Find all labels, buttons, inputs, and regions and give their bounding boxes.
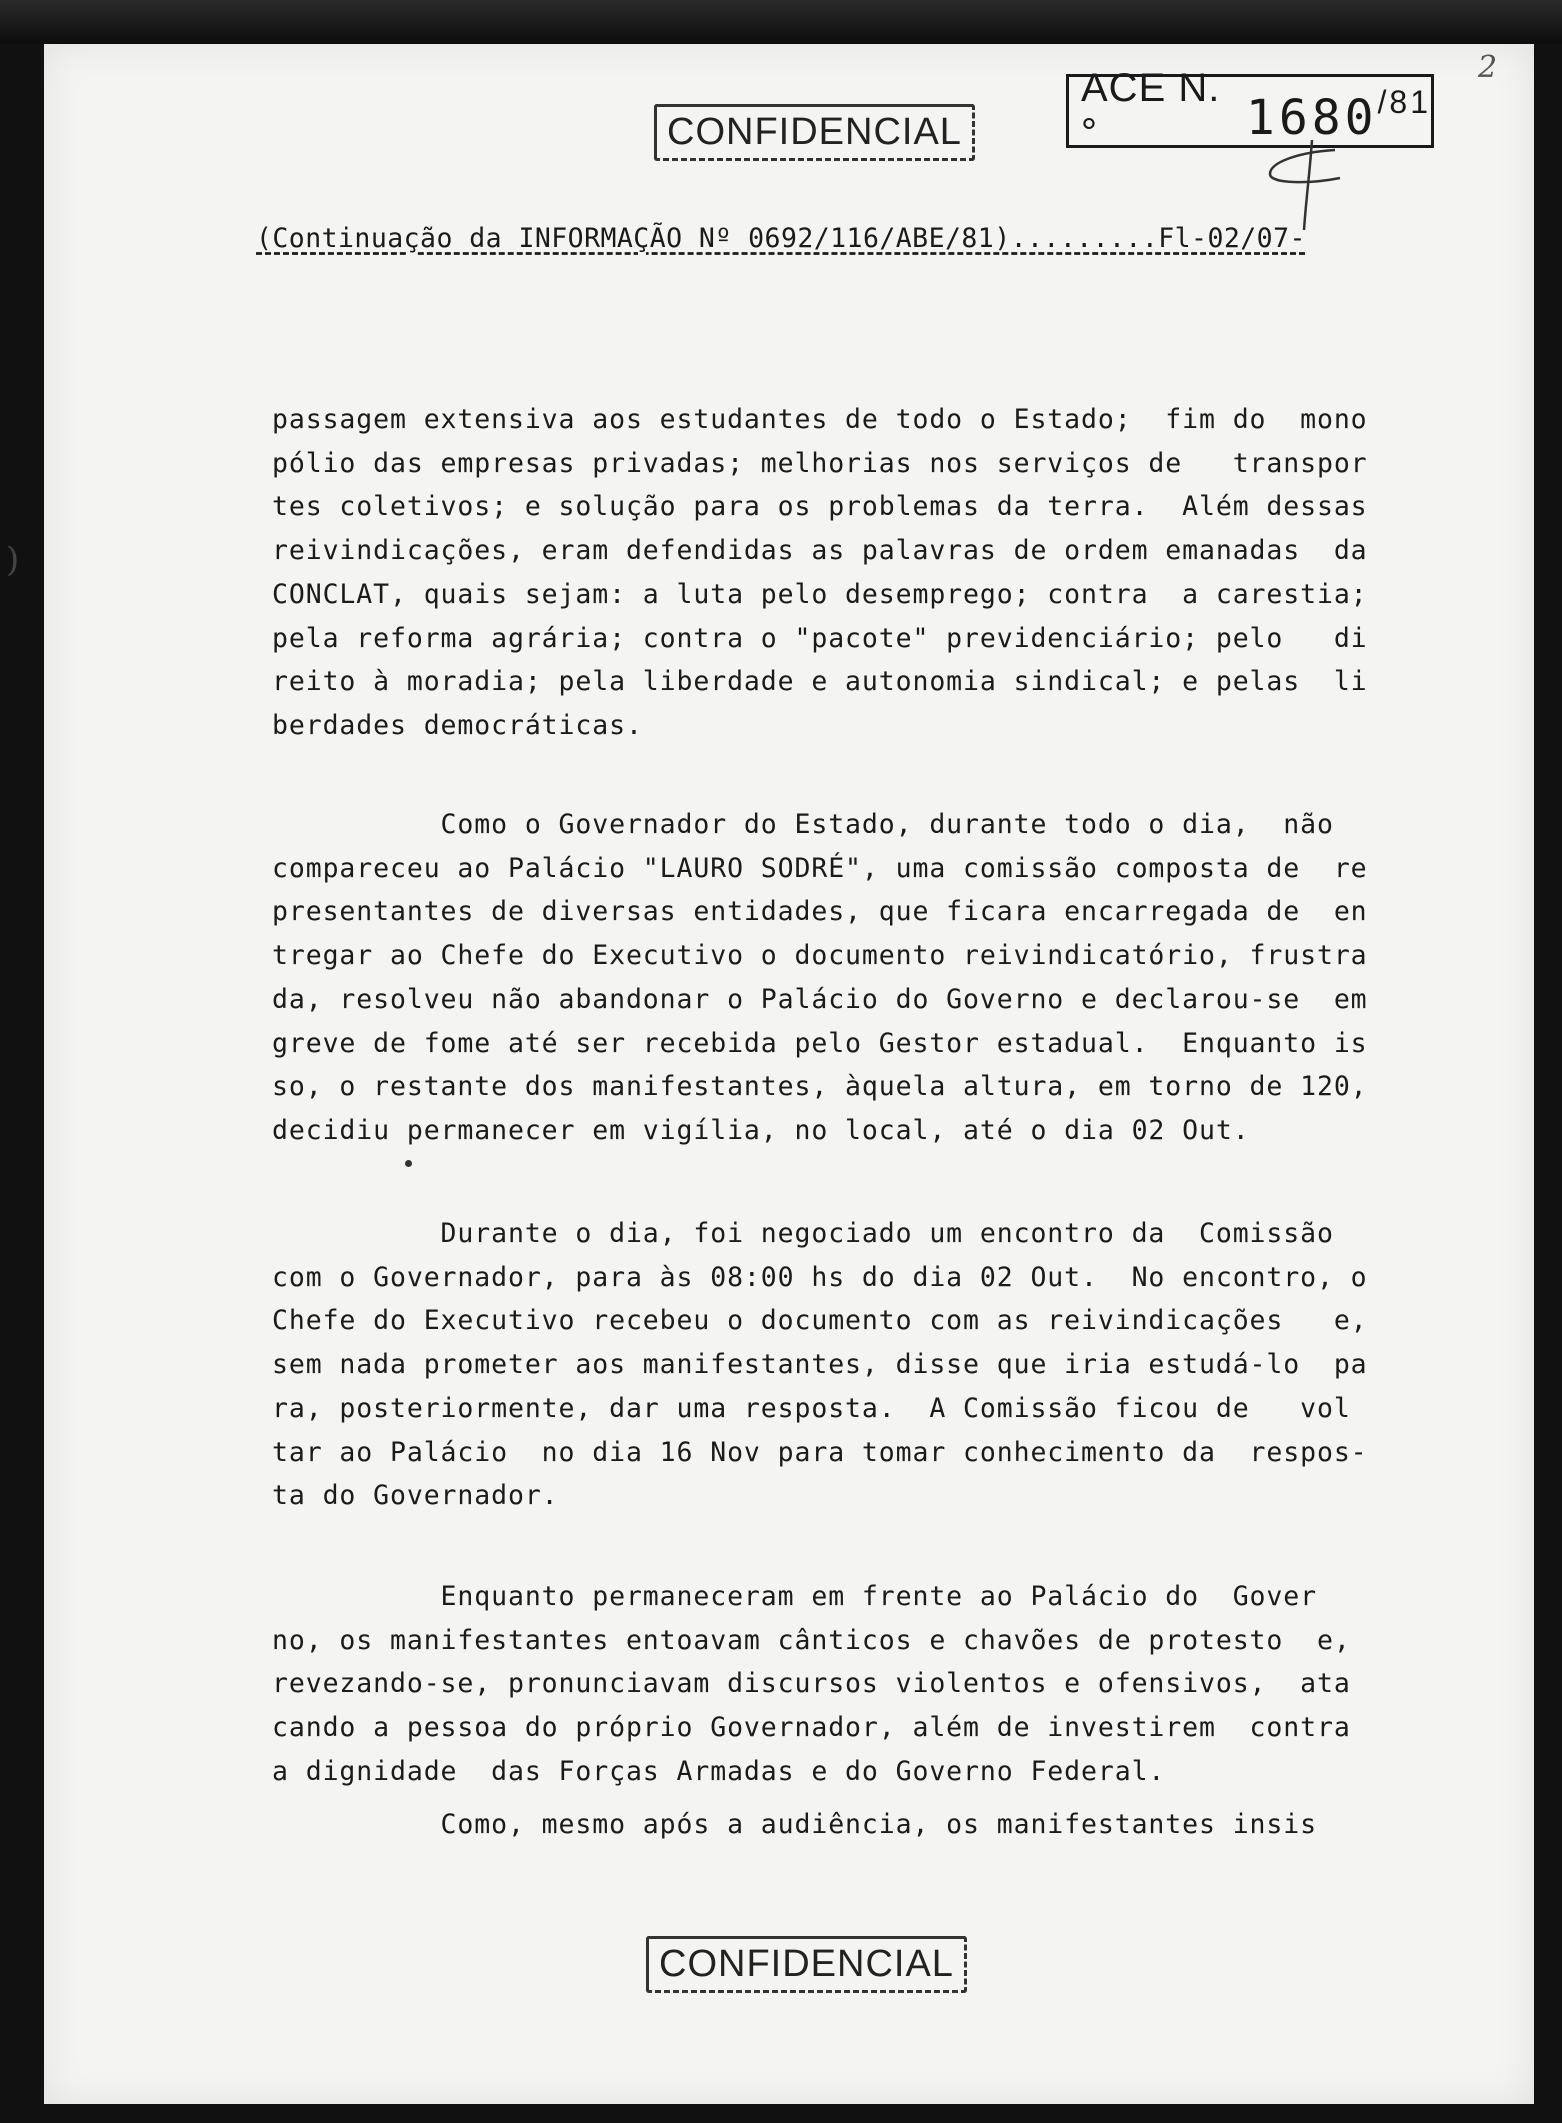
confidential-stamp-top: CONFIDENCIAL (654, 104, 975, 161)
margin-bracket-mark: ) (6, 540, 20, 580)
text-line: cando a pessoa do próprio Governador, além de investirem contra (272, 1712, 1351, 1744)
text-line: tar ao Palácio no dia 16 Nov para tomar conhecimento da respos- (272, 1436, 1368, 1468)
paragraph-3 (272, 1212, 1402, 1518)
ace-label: ACE N.° (1081, 66, 1221, 155)
text-line: a dignidade das Forças Armadas e do Governo Federal. (272, 1755, 1166, 1787)
ace-year: /81 (1377, 83, 1431, 120)
paragraph-5 (272, 1803, 1402, 1847)
text-line: Como o Governador do Estado, durante todo o dia, não (272, 809, 1334, 840)
text-line: no, os manifestantes entoavam cânticos e chavões de protesto e, (272, 1624, 1351, 1656)
text-line: Chefe do Executivo recebeu o documento com as reivindicações e, (272, 1305, 1368, 1337)
continuation-header: (Continuação da INFORMAÇÃO Nº 0692/116/ABE/81).........Fl-02/07- (256, 223, 1306, 254)
text-line: reito à moradia; pela liberdade e autonomia sindical; e pelas li (272, 666, 1368, 698)
text-line: tes coletivos; e solução para os problemas da terra. Além dessas (272, 491, 1368, 523)
text-line: presentantes de diversas entidades, que ficara encarregada de en (272, 896, 1368, 928)
paragraph-1 (272, 398, 1402, 748)
paragraph-4 (272, 1575, 1402, 1794)
text-line: berdades democráticas. (272, 709, 643, 741)
corner-page-mark: 2 (1478, 50, 1498, 85)
text-line: compareceu ao Palácio "LAURO SODRÉ", uma comissão composta de re (272, 852, 1368, 884)
text-line: Como, mesmo após a audiência, os manifestantes insis (272, 1809, 1317, 1840)
scan-top-edge (0, 0, 1562, 44)
text-line: com o Governador, para às 08:00 hs do dia 02 Out. No encontro, o (272, 1261, 1368, 1293)
text-line: ra, posteriormente, dar uma resposta. A Comissão ficou de vol (272, 1392, 1351, 1424)
text-line: reivindicações, eram defendidas as palavras de ordem emanadas da (272, 535, 1368, 567)
text-line: passagem extensiva aos estudantes de todo o Estado; fim do mono (272, 404, 1368, 435)
text-line: Enquanto permaneceram em frente ao Palácio do Gover (272, 1581, 1317, 1612)
text-line: so, o restante dos manifestantes, àquela altura, em torno de 120, (272, 1071, 1368, 1103)
text-line: pela reforma agrária; contra o "pacote" previdenciário; pelo di (272, 622, 1368, 654)
text-line: greve de fome até ser recebida pelo Gestor estadual. Enquanto is (272, 1027, 1368, 1059)
stray-dot (405, 1160, 412, 1167)
ace-number: 1680 (1245, 90, 1378, 146)
text-line: pólio das empresas privadas; melhorias nos serviços de transpor (272, 447, 1368, 479)
text-line: tregar ao Chefe do Executivo o documento reivindicatório, frustra (272, 940, 1368, 972)
text-line: CONCLAT, quais sejam: a luta pelo desemprego; contra a carestia; (272, 578, 1368, 610)
text-line: decidiu permanecer em vigília, no local, até o dia 02 Out. (272, 1114, 1250, 1146)
text-line: ta do Governador. (272, 1480, 559, 1512)
text-line: da, resolveu não abandonar o Palácio do Governo e declarou-se em (272, 983, 1368, 1015)
text-line: Durante o dia, foi negociado um encontro da Comissão (272, 1218, 1334, 1249)
confidential-stamp-bottom: CONFIDENCIAL (646, 1936, 967, 1993)
handwritten-mark-icon (1240, 140, 1370, 230)
text-line: revezando-se, pronunciavam discursos violentos e ofensivos, ata (272, 1668, 1351, 1700)
text-line: sem nada prometer aos manifestantes, disse que iria estudá-lo pa (272, 1349, 1368, 1381)
ace-number-box (1066, 66, 1434, 155)
paragraph-2 (272, 803, 1402, 1153)
